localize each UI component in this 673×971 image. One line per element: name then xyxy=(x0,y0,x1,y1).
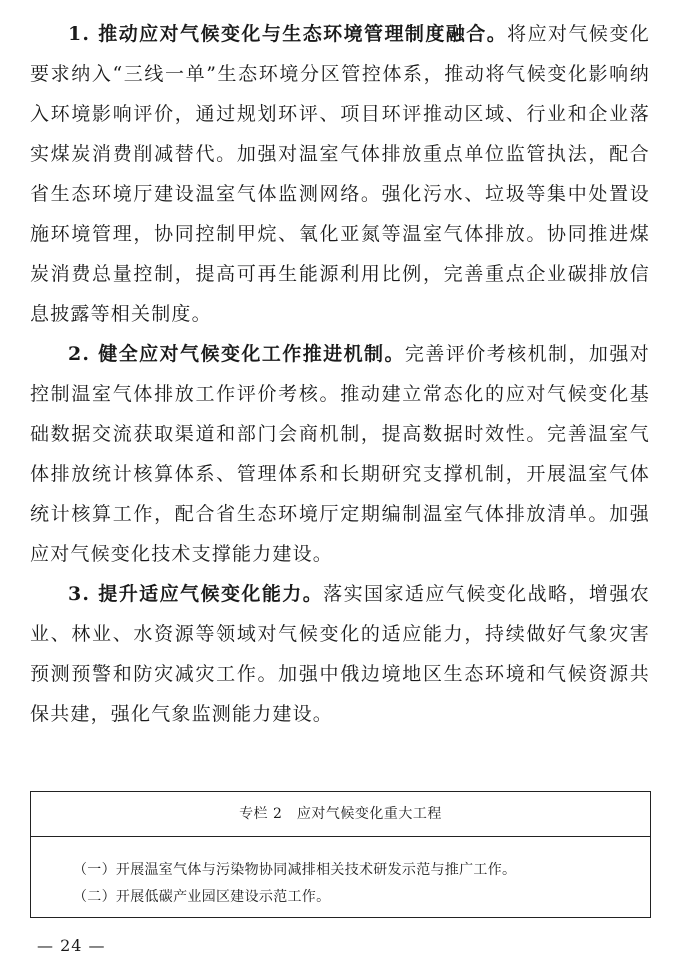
document-body xyxy=(30,14,650,734)
paragraph-3-text: 落实国家适应气候变化战略，增强农业、林业、水资源等领域对气候变化的适应能力，持续做好气象灾害预测预警和防灾减灾工作。加强中俄边境地区生态环境和气候资源共保共建，强化气象监测能力建设。 xyxy=(30,583,650,725)
paragraph-1 xyxy=(30,14,650,334)
paragraph-2-heading: 2. 健全应对气候变化工作推进机制。 xyxy=(68,343,405,365)
feature-box-title: 专栏 2 应对气候变化重大工程 xyxy=(31,792,650,837)
feature-box-items xyxy=(31,837,650,911)
feature-box xyxy=(30,791,651,918)
page-number: — 24 — xyxy=(37,936,106,955)
feature-box-item: （二）开展低碳产业园区建设示范工作。 xyxy=(73,889,331,905)
feature-box-item: （一）开展温室气体与污染物协同减排相关技术研发示范与推广工作。 xyxy=(73,862,517,878)
paragraph-3-heading: 3. 提升适应气候变化能力。 xyxy=(68,583,324,605)
paragraph-3 xyxy=(30,574,650,734)
paragraph-1-heading: 1. 推动应对气候变化与生态环境管理制度融合。 xyxy=(68,23,508,45)
paragraph-2 xyxy=(30,334,650,574)
paragraph-1-text: 将应对气候变化要求纳入“三线一单”生态环境分区管控体系，推动将气候变化影响纳入环境影响评价，通过规划环评、项目环评推动区域、行业和企业落实煤炭消费削减替代。加强对温室气体排放重点单位监管执法，配合省生态环境厅建设温室气体监测网络。强化污水、垃圾等集中处置设施环境管理，协同控制甲烷、氧化亚氮等温室气体排放。协同推进煤炭消费总量控制，提高可再生能源利用比例，完善重点企业碳排放信息披露等相关制度。 xyxy=(30,23,650,325)
paragraph-2-text: 完善评价考核机制，加强对控制温室气体排放工作评价考核。推动建立常态化的应对气候变化基础数据交流获取渠道和部门会商机制，提高数据时效性。完善温室气体排放统计核算体系、管理体系和长期研究支撑机制，开展温室气体统计核算工作，配合省生态环境厅定期编制温室气体排放清单。加强应对气候变化技术支撑能力建设。 xyxy=(30,343,650,565)
